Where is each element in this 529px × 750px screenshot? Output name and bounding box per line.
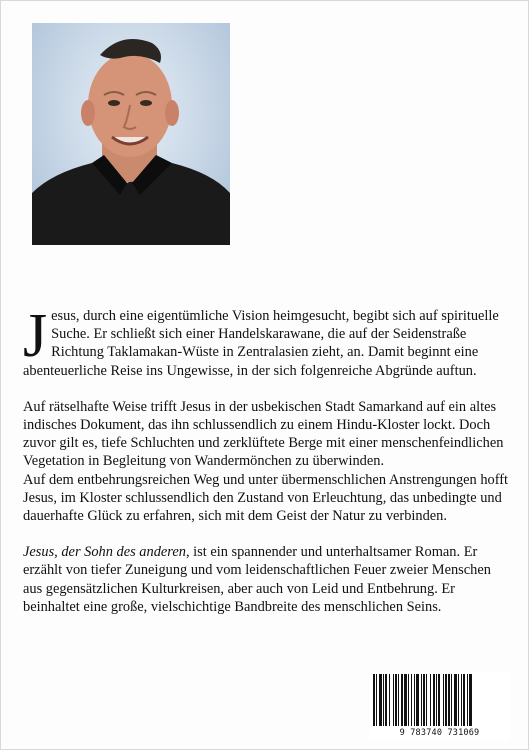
barcode-bar: [454, 674, 457, 726]
barcode-bar: [451, 674, 452, 726]
barcode-bar: [376, 674, 377, 726]
barcode-bar: [463, 674, 465, 726]
barcode-bar: [414, 674, 415, 726]
barcode-bar: [443, 674, 444, 726]
barcode-bar: [416, 674, 419, 726]
barcode-bar: [383, 674, 384, 726]
blurb-text: [23, 302, 511, 616]
barcode-bar: [458, 674, 459, 726]
barcode-bar: [393, 674, 394, 726]
paragraph-4-text: , ist ein spannender und unterhaltsamer Roman. Er erzählt von tiefer Zuneigung und vom leidenschaftlichen Feuer zweier Menschen aus gegensätzlichen Kulturkreisen, aber auch von Leid und Entbehrung. Er beinhaltet eine große, vielschichtige Bandbreite des menschlichen Seins.: [23, 544, 491, 615]
barcode-bar: [389, 674, 390, 726]
barcode-bar: [404, 674, 407, 726]
paragraph-4: [23, 543, 511, 616]
barcode-bar: [421, 674, 422, 726]
barcode-bar: [408, 674, 409, 726]
barcode-bar: [385, 674, 387, 726]
barcode-bar: [395, 674, 397, 726]
barcode-bar: [411, 674, 412, 726]
author-photo: [32, 23, 230, 245]
barcode-bar: [436, 674, 437, 726]
paragraph-1-text: esus, durch eine eigentümliche Vision heimgesucht, begibt sich auf spirituelle Suche. Er schließt sich einer Handelskarawane, die auf der Seidenstraße Richtung Taklamakan-Wüste in Zentralasien zieht, an. Damit beginnt eine abenteuerliche Reise ins Ungewisse, in der sich folgenreiche Abgründe auftun.: [23, 308, 499, 379]
barcode-bar: [433, 674, 435, 726]
barcode-bar: [448, 674, 450, 726]
paragraph-1: [23, 302, 511, 380]
author-portrait: [32, 23, 230, 245]
isbn-number: 9 783740 731069: [399, 728, 480, 738]
barcode-bar: [467, 674, 468, 726]
barcode-bar: [426, 674, 427, 726]
barcode-icon: [369, 671, 510, 729]
book-title: Jesus, der Sohn des anderen: [23, 544, 186, 561]
barcode-bar: [461, 674, 462, 726]
paragraph-3: Auf dem entbehrungsreichen Weg und unter übermenschlichen Anstrengungen hofft Jesus, im Kloster schlussendlich den Zustand von Erleuchtung, das unbedingte und dauerhafte Glück zu erfahren, sich mit dem Geist der Natur zu verbinden.: [23, 471, 509, 525]
barcode-bar: [423, 674, 425, 726]
isbn-barcode: [369, 671, 510, 740]
drop-cap: J: [23, 302, 48, 370]
barcode-bar: [430, 674, 431, 726]
barcode-bar: [373, 674, 375, 726]
barcode-bar: [398, 674, 399, 726]
barcode-bar: [438, 674, 440, 726]
barcode-bar: [401, 674, 403, 726]
barcode-bar: [469, 674, 472, 726]
barcode-bar: [445, 674, 447, 726]
paragraph-2: Auf rätselhafte Weise trifft Jesus in der usbekischen Stadt Samarkand auf ein altes indisches Dokument, das ihn schlussendlich zu einem Hindu-Kloster lockt. Doch zuvor gilt es, tiefe Schluchten und zerklüftete Berge mit einer menschenfeindlichen Vegetation in Begleitung von Wandermönchen zu überwinden.: [23, 398, 504, 470]
barcode-bar: [379, 674, 382, 726]
